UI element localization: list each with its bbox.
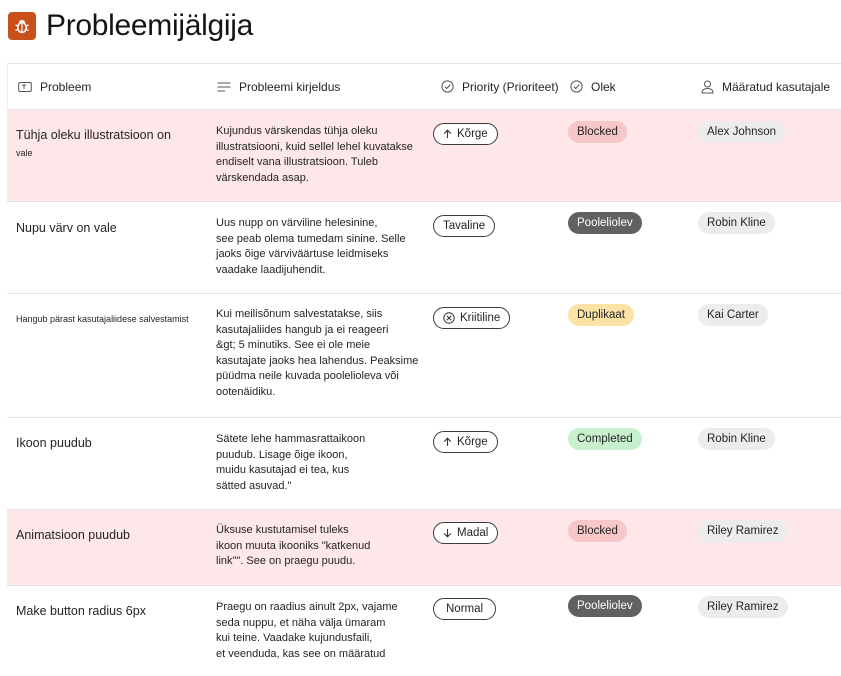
issue-title[interactable]: [16, 126, 171, 162]
column-label: Määratud kasutajale: [722, 79, 831, 94]
app-header: [8, 8, 253, 44]
assignee-cell[interactable]: [698, 121, 785, 143]
status-badge[interactable]: Pooleliolev: [568, 212, 642, 234]
priority-cell[interactable]: [433, 522, 498, 544]
column-header-olek[interactable]: [570, 64, 616, 109]
priority-badge[interactable]: [433, 123, 498, 145]
priority-cell[interactable]: [433, 215, 495, 237]
status-cell[interactable]: [568, 520, 627, 542]
table-row[interactable]: [7, 418, 841, 510]
status-cell[interactable]: [568, 428, 642, 450]
priority-cell[interactable]: [433, 598, 496, 620]
issue-title-text-small: vale: [16, 148, 33, 158]
arrow-up-icon: [443, 437, 452, 447]
desc-line: Kujundus värskendas tühja oleku: [216, 125, 378, 137]
priority-badge[interactable]: [433, 431, 498, 453]
status-cell[interactable]: [568, 212, 642, 234]
table-row[interactable]: [7, 110, 841, 202]
column-header-priority[interactable]: [441, 64, 559, 109]
column-label: Priority (Prioriteet): [462, 79, 559, 94]
assignee-cell[interactable]: [698, 212, 775, 234]
arrow-up-icon: [443, 129, 452, 139]
status-badge[interactable]: Duplikaat: [568, 304, 634, 326]
status-cell[interactable]: [568, 304, 634, 326]
desc-line: et veenduda, kas see on määratud: [216, 647, 386, 660]
desc-line: seda nuppu, et näha välja ümaram: [216, 616, 386, 629]
column-header-assignee[interactable]: [701, 64, 830, 109]
desc-line: sätted asuvad.": [216, 479, 292, 492]
priority-cell[interactable]: [433, 123, 498, 145]
status-cell[interactable]: [568, 595, 642, 617]
assignee-cell[interactable]: [698, 428, 775, 450]
assignee-cell[interactable]: [698, 596, 788, 618]
table-header: [7, 63, 841, 110]
priority-label: Tavaline: [443, 220, 486, 232]
desc-line: link"". See on praegu puudu.: [216, 555, 356, 567]
desc-line: Üksuse kustutamisel tuleks: [216, 524, 349, 536]
issue-title[interactable]: Animatsioon puudub: [16, 528, 130, 542]
person-icon: [701, 80, 714, 94]
issue-description[interactable]: [216, 124, 426, 186]
issue-title[interactable]: Nupu värv on vale: [16, 221, 117, 235]
table-row[interactable]: [7, 202, 841, 294]
desc-line: ootenäidiku.: [216, 385, 276, 398]
desc-line: vaadake laadijuhendit.: [216, 263, 326, 276]
issues-table: [7, 63, 841, 676]
assignee-cell[interactable]: [698, 304, 768, 326]
desc-line: ikoon muuta ikooniks "katkenud: [216, 539, 371, 552]
column-header-probleem[interactable]: [18, 64, 91, 109]
desc-line: Kui meilisõnum salvestatakse, siis: [216, 308, 383, 320]
issue-description[interactable]: [216, 307, 426, 400]
issue-title-text: Tühja oleku illustratsioon on: [16, 128, 171, 142]
arrow-down-icon: [443, 528, 452, 538]
desc-line: illustratsiooni, kuid sellel lehel kuvatakse: [216, 140, 413, 153]
table-row[interactable]: [7, 586, 841, 676]
desc-line: see peab olema tumedam sinine. Selle: [216, 232, 406, 245]
priority-badge[interactable]: [433, 215, 495, 237]
desc-line: Sätete lehe hammasrattaikoon: [216, 433, 366, 445]
table-row[interactable]: [7, 510, 841, 586]
status-cell[interactable]: [568, 121, 627, 143]
desc-line: puudub. Lisage õige ikoon,: [216, 448, 348, 461]
desc-line: Uus nupp on värviline helesinine,: [216, 217, 378, 229]
desc-line: kasutajaliides hangub ja ei reageeri: [216, 323, 389, 336]
column-label: Probleemi kirjeldus: [239, 79, 341, 94]
priority-label: Kriitiline: [460, 312, 501, 324]
desc-line: endiselt vana illustratsioon. Tuleb: [216, 156, 379, 168]
paragraph-icon: [217, 81, 231, 93]
text-field-icon: [18, 81, 32, 93]
assignee-badge[interactable]: Robin Kline: [698, 212, 775, 234]
status-badge[interactable]: Completed: [568, 428, 642, 450]
priority-cell[interactable]: [433, 307, 510, 329]
page-title: Probleemijälgija: [46, 9, 253, 42]
assignee-cell[interactable]: [698, 520, 788, 542]
issue-title[interactable]: Hangub pärast kasutajaliidese salvestamist: [16, 314, 189, 324]
table-row[interactable]: [7, 294, 841, 418]
desc-line: kui teine. Vaadake kujundusfaili,: [216, 632, 373, 644]
assignee-badge[interactable]: Robin Kline: [698, 428, 775, 450]
desc-line: püüdma neile kuvada poolelioleva või: [216, 370, 399, 382]
choice-check-icon: [441, 80, 454, 93]
priority-badge[interactable]: [433, 307, 510, 329]
priority-cell[interactable]: [433, 431, 498, 453]
priority-label: Kõrge: [457, 436, 488, 448]
desc-line: jaoks õige värviväärtuse leidmiseks: [216, 248, 389, 260]
priority-label: Normal: [446, 603, 484, 615]
priority-label: Kõrge: [457, 128, 488, 140]
status-badge[interactable]: Blocked: [568, 121, 627, 143]
bug-icon: [8, 12, 36, 40]
issue-description[interactable]: [216, 523, 426, 570]
status-badge[interactable]: Blocked: [568, 520, 627, 542]
priority-label: Madal: [457, 527, 489, 539]
column-label: Olek: [591, 79, 616, 94]
issue-description[interactable]: [216, 432, 426, 494]
assignee-badge[interactable]: Alex Johnson: [698, 121, 785, 143]
choice-check-icon: [570, 80, 583, 93]
desc-line: muidu kasutajad ei tea, kus: [216, 464, 350, 476]
issue-title[interactable]: Make button radius 6px: [16, 604, 146, 618]
desc-line: Praegu on raadius ainult 2px, vajame: [216, 601, 398, 613]
assignee-badge[interactable]: Riley Ramirez: [698, 520, 788, 542]
desc-line: kasutajate jaoks hea lahendus. Peaksime: [216, 354, 419, 367]
column-header-kirjeldus[interactable]: [217, 64, 340, 109]
assignee-badge[interactable]: Riley Ramirez: [698, 596, 788, 618]
issue-title[interactable]: Ikoon puudub: [16, 436, 92, 450]
circle-x-icon: [443, 312, 455, 324]
desc-line: &gt; 5 minutiks. See ei ole meie: [216, 339, 371, 351]
priority-badge[interactable]: [433, 598, 496, 620]
status-badge[interactable]: Pooleliolev: [568, 595, 642, 617]
desc-line: värskendada asap.: [216, 171, 309, 184]
priority-badge[interactable]: [433, 522, 498, 544]
column-label: Probleem: [40, 79, 92, 94]
assignee-badge[interactable]: Kai Carter: [698, 304, 768, 326]
issue-description[interactable]: [216, 216, 426, 278]
issue-description[interactable]: [216, 600, 426, 662]
